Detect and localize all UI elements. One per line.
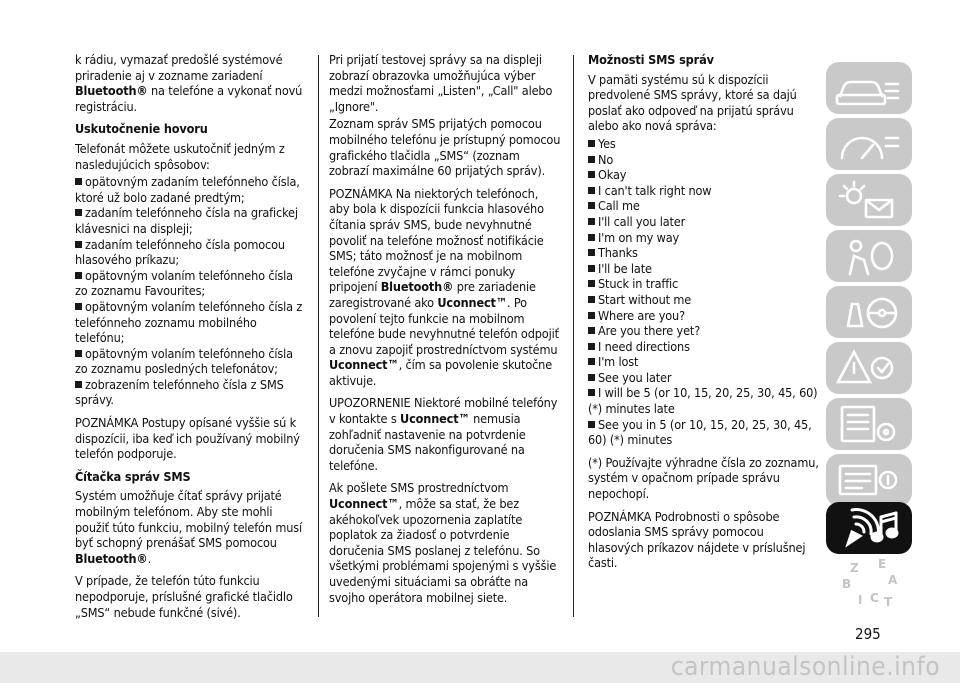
bold-term: Uconnect™ xyxy=(437,294,508,310)
sun-mail-icon xyxy=(826,174,912,226)
list-item: See you in 5 (or 10, 15, 20, 25, 30, 45, 60) (*) minutes xyxy=(588,416,812,448)
text-column-3 xyxy=(588,52,820,578)
list-item: Are you there yet? xyxy=(588,323,820,339)
intro-paragraph xyxy=(75,52,307,114)
chapter-tab-multimedia[interactable] xyxy=(826,502,912,554)
bullet-icon xyxy=(75,209,82,216)
bullet-icon xyxy=(588,327,595,334)
chapter-tab-technical-data[interactable] xyxy=(826,454,912,506)
bullet-icon xyxy=(588,358,595,365)
note-paragraph: POZNÁMKA Podrobnosti o spôsobe odoslania SMS správy pomocou hlasových príkazov nájdete v príslušnej časti. xyxy=(588,508,806,571)
bullet-icon xyxy=(588,218,595,225)
bullet-icon xyxy=(588,296,595,303)
index-letter: Z xyxy=(850,561,859,575)
list-item: Thanks xyxy=(588,245,820,261)
list-item: zadaním telefónneho čísla pomocou hlasového príkazu; xyxy=(75,236,285,268)
list-item: opätovným volaním telefónneho čísla zo zoznamu posledných telefonátov; xyxy=(75,345,293,377)
list-item: Where are you? xyxy=(588,308,820,324)
bullet-icon xyxy=(588,421,595,428)
bullet-icon xyxy=(588,187,595,194)
delivery-fee-paragraph: Ak pošlete SMS prostredníctvom Uconnect™, môže sa stať, že bez akéhokoľvek upozornenia zaplatíte poplatok za žiadosť o potvrdenie doručenia SMS poslanej z telefónu. So všetkými problémami spojenými s vyššie uvedenými situáciami sa obráťte na svojho operátora mobilnej siete. xyxy=(329,480,557,605)
list-item: I'm on my way xyxy=(588,230,820,246)
bullet-icon xyxy=(588,140,595,147)
watermark-footer xyxy=(0,652,960,683)
list-item: See you later xyxy=(588,370,820,386)
list-item: Start without me xyxy=(588,292,820,308)
bullet-icon xyxy=(75,272,82,279)
list-item: opätovným zadaním telefónneho čísla, ktoré už bolo zadané predtým; xyxy=(75,174,300,205)
car-info-icon xyxy=(826,62,912,114)
section-heading-sms-options: Možnosti SMS správ xyxy=(588,52,714,67)
dashboard-icon xyxy=(826,118,912,170)
bullet-icon xyxy=(588,312,595,319)
bold-term: Bluetooth® xyxy=(75,550,148,566)
section-heading-call: Uskutočnenie hovoru xyxy=(75,121,208,137)
sms-unsupported-paragraph: V prípade, že telefón túto funkciu nepodporuje, príslušné grafické tlačidlo „SMS“ nebude funkčné (sivé). xyxy=(75,573,293,620)
list-item: No xyxy=(588,152,820,168)
list-item: opätovným volaním telefónneho čísla z telefónneho zoznamu mobilného telefónu; xyxy=(75,298,303,346)
bold-term: Bluetooth® xyxy=(380,279,454,295)
bullet-icon xyxy=(588,234,595,241)
page-number: 295 xyxy=(855,625,881,643)
column-divider xyxy=(573,55,574,617)
alphabet-index-icon xyxy=(826,558,912,610)
bullet-icon xyxy=(588,374,595,381)
incoming-sms-paragraph: Pri prijatí testovej správy sa na displeji zobrazí obrazovka umožňujúca výber medzi možnosťami „Listen", „Call" alebo „Ignore". xyxy=(329,52,553,114)
airbag-icon xyxy=(826,230,912,282)
steering-wheel-icon xyxy=(826,286,912,338)
sms-options-list xyxy=(588,136,820,448)
watermark-text: carmanualsonline.info xyxy=(670,652,940,682)
text-run: k rádiu, vymazať predošlé systémové priradenie aj v zozname zariadení xyxy=(75,52,283,83)
list-item: opätovným volaním telefónneho čísla zo zoznamu Favourites; xyxy=(75,267,293,299)
text-column-1 xyxy=(75,52,307,627)
chapter-tab-index[interactable] xyxy=(826,558,912,610)
bullet-icon xyxy=(588,343,595,350)
list-item: I'm lost xyxy=(588,354,820,370)
bullet-icon xyxy=(588,389,595,396)
service-list-icon xyxy=(826,398,912,450)
chapter-tab-driving[interactable] xyxy=(826,286,912,338)
bold-term: Uconnect™ xyxy=(400,411,470,427)
note-paragraph: POZNÁMKA Postupy opísané vyššie sú k dispozícii, iba keď ich používaný mobilný telefón podporuje. xyxy=(75,415,300,462)
chapter-tab-car-overview[interactable] xyxy=(826,62,912,114)
call-methods-intro: Telefonát môžete uskutočniť jedným z nasledujúcich spôsobov: xyxy=(75,140,285,172)
bullet-icon xyxy=(588,265,595,272)
index-letter: T xyxy=(884,595,893,609)
list-item: Call me xyxy=(588,198,820,214)
list-item: I can't talk right now xyxy=(588,183,820,199)
section-heading-sms-reader: Čítačka správ SMS xyxy=(75,468,191,484)
bullet-icon xyxy=(588,171,595,178)
technical-data-icon xyxy=(826,454,912,506)
index-letter: I xyxy=(858,593,863,607)
sms-list-paragraph: Zoznam správ SMS prijatých pomocou mobilného telefónu je prístupný pomocou grafického tlačidla „SMS“ (zoznam zobrazí maximálne 60 prijatých správ). xyxy=(329,116,561,179)
list-item: zobrazením telefónneho čísla z SMS správy. xyxy=(75,376,284,408)
column-divider xyxy=(318,55,319,617)
list-item: Yes xyxy=(588,136,820,152)
call-methods-list xyxy=(75,174,307,408)
chapter-tab-instruments[interactable] xyxy=(826,118,912,170)
index-letter: E xyxy=(878,558,887,571)
numbers-footnote: (*) Používajte výhradne čísla zo zoznamu, systém v opačnom prípade správu nepochopí. xyxy=(588,454,819,502)
bold-term: Uconnect™ xyxy=(329,496,399,512)
list-item: Stuck in traffic xyxy=(588,276,820,292)
index-letter: C xyxy=(870,591,879,605)
list-item: I will be 5 (or 10, 15, 20, 25, 30, 45, 60) (*) minutes late xyxy=(588,385,818,417)
sms-options-intro: V pamäti systému sú k dispozícii predvolené SMS správy, ktoré sa dajú poslať ako odpoveď na prijatú správu alebo ako nová správa: xyxy=(588,71,797,134)
multimedia-icon xyxy=(826,502,912,554)
chapter-tab-safety[interactable] xyxy=(826,230,912,282)
list-item: I'll be late xyxy=(588,261,820,277)
list-item: zadaním telefónneho čísla na grafickej klávesnici na displeji; xyxy=(75,205,298,236)
bold-term: Uconnect™ xyxy=(329,357,399,373)
list-item: I'll call you later xyxy=(588,214,820,230)
index-letter: A xyxy=(888,573,898,587)
bullet-icon xyxy=(75,350,82,357)
warning-triangle-icon xyxy=(826,342,912,394)
bullet-icon xyxy=(588,156,595,163)
text-column-2 xyxy=(329,52,561,612)
warning-paragraph: UPOZORNENIE Niektoré mobilné telefóny v kontakte s Uconnect™ nemusia zohľadniť nastavenie na potvrdenie doručenia SMS nakonfigurované na telefóne. xyxy=(329,395,558,473)
bold-term: Bluetooth® xyxy=(75,83,148,99)
bullet-icon xyxy=(75,241,82,248)
bullet-icon xyxy=(75,303,82,310)
bullet-icon xyxy=(588,280,595,287)
chapter-tab-maintenance[interactable] xyxy=(826,398,912,450)
chapter-tab-lights-warnings[interactable] xyxy=(826,174,912,226)
sms-reader-paragraph: Systém umožňuje čítať správy prijaté mobilným telefónom. Aby ste mohli použiť túto funkciu, mobilný telefón musí byť schopný prenášať SMS pomocou Bluetooth®. xyxy=(75,488,302,566)
bullet-icon xyxy=(588,249,595,256)
bullet-icon xyxy=(588,202,595,209)
note-paragraph: POZNÁMKA Na niektorých telefónoch, aby bola k dispozícii funkcia hlasového čítania správ SMS, bude nevyhnutné povoliť na telefóne možnosť notifikácie SMS; táto možnosť je na mobilnom telefóne zvyčajne v rámci ponuky pripojení Bluetooth® pre zariadenie zaregistrované ako Uconnect™. Po povolení tejto funkcie na mobilnom telefóne bude nevyhnutné telefón odpojiť a znovu zapojiť prostredníctvom systému Uconnect™, čím sa povolenie skutočne aktivuje. xyxy=(329,185,559,388)
list-item: I need directions xyxy=(588,339,820,355)
chapter-tab-emergency[interactable] xyxy=(826,342,912,394)
text-run: na telefóne a vykonať novú registráciu. xyxy=(75,83,303,114)
bullet-icon xyxy=(75,178,82,185)
list-item: Okay xyxy=(588,167,820,183)
bullet-icon xyxy=(75,381,82,388)
index-letter: B xyxy=(842,577,852,591)
